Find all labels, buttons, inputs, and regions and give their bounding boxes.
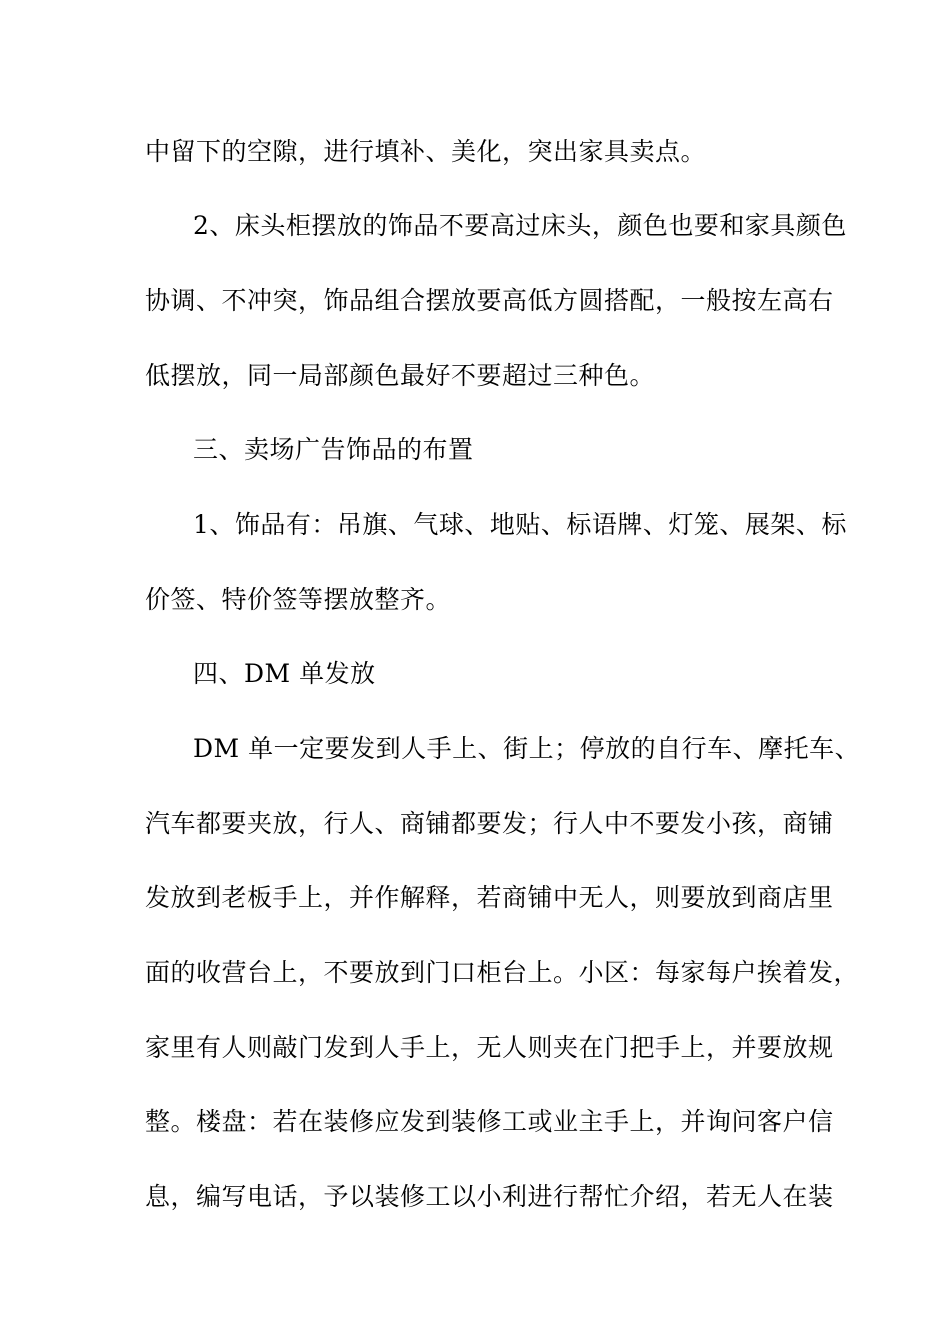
text-line-14: 整。楼盘：若在装修应发到装修工或业主手上，并询问客户信 xyxy=(145,1107,834,1136)
text-line-9: DM 单一定要发到人手上、街上；停放的自行车、摩托车、 xyxy=(193,734,861,763)
section-heading-4: 四、DM 单发放 xyxy=(193,659,376,688)
text-line-4: 低摆放，同一局部颜色最好不要超过三种色。 xyxy=(145,361,656,390)
text-line-15: 息，编写电话，予以装修工以小利进行帮忙介绍，若无人在装 xyxy=(145,1182,834,1211)
text-line-6: 1、饰品有：吊旗、气球、地贴、标语牌、灯笼、展架、标 xyxy=(193,510,847,539)
section-heading-3: 三、卖场广告饰品的布置 xyxy=(193,435,474,464)
text-line-7: 价签、特价签等摆放整齐。 xyxy=(145,585,452,614)
text-line-10: 汽车都要夹放，行人、商铺都要发；行人中不要发小孩，商铺 xyxy=(145,809,834,838)
text-line-2: 2、床头柜摆放的饰品不要高过床头，颜色也要和家具颜色 xyxy=(193,211,847,240)
text-line-11: 发放到老板手上，并作解释，若商铺中无人，则要放到商店里 xyxy=(145,883,834,912)
text-line-3: 协调、不冲突，饰品组合摆放要高低方圆搭配，一般按左高右 xyxy=(145,286,834,315)
text-line-13: 家里有人则敲门发到人手上，无人则夹在门把手上，并要放规 xyxy=(145,1033,834,1062)
text-line-1: 中留下的空隙，进行填补、美化，突出家具卖点。 xyxy=(145,137,707,166)
text-line-12: 面的收营台上，不要放到门口柜台上。小区：每家每户挨着发， xyxy=(145,958,860,987)
